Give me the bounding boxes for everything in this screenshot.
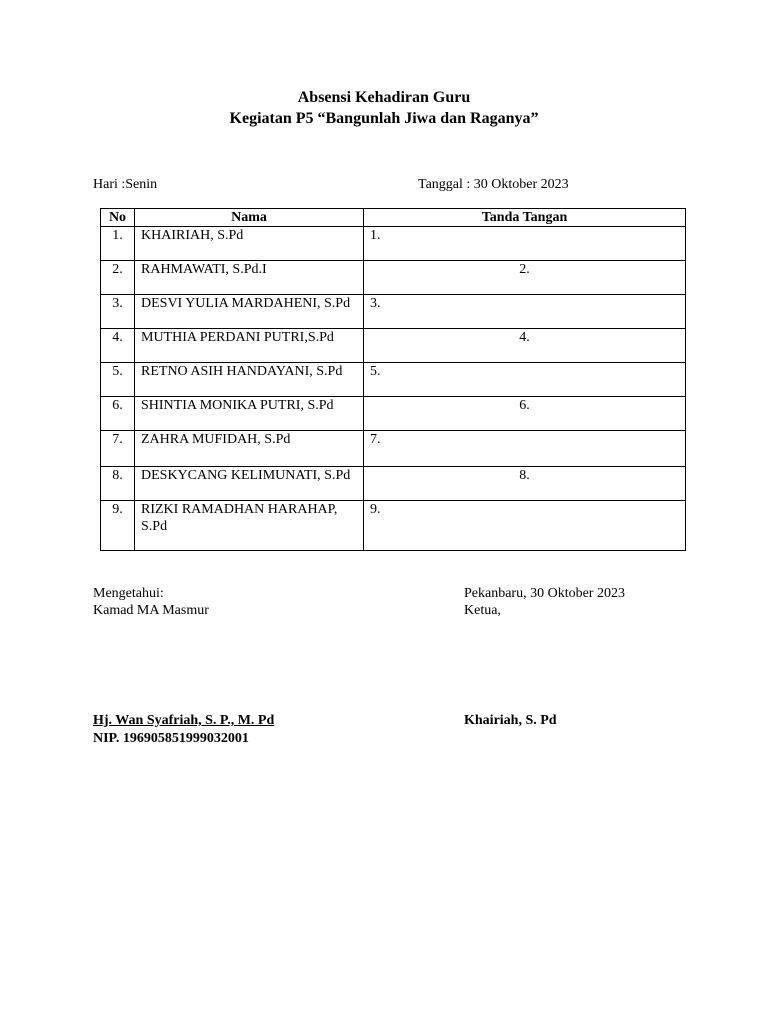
row-name: SHINTIA MONIKA PUTRI, S.Pd [135, 397, 364, 431]
row-number: 4. [101, 329, 135, 363]
row-signature: 9. [364, 501, 686, 551]
headmaster-name: Hj. Wan Syafriah, S. P., M. Pd [93, 713, 275, 728]
row-name: RIZKI RAMADHAN HARAHAP, S.Pd [135, 501, 364, 551]
row-signature: 8. [364, 467, 686, 501]
headmaster-nip: NIP. 196905851999032001 [93, 731, 249, 746]
header-signature: Tanda Tangan [364, 209, 686, 227]
row-name: MUTHIA PERDANI PUTRI,S.Pd [135, 329, 364, 363]
footer-right [464, 585, 724, 619]
chair-title: Ketua, [464, 603, 501, 618]
row-number: 9. [101, 501, 135, 551]
row-signature: 6. [364, 397, 686, 431]
table-row [101, 431, 686, 467]
row-signature: 3. [364, 295, 686, 329]
row-signature: 1. [364, 227, 686, 261]
title-line-2: Kegiatan P5 “Bangunlah Jiwa dan Raganya” [229, 110, 539, 127]
row-number: 8. [101, 467, 135, 501]
chair-name: Khairiah, S. Pd [464, 713, 557, 728]
date-label: Tanggal : 30 Oktober 2023 [418, 177, 569, 192]
table-row [101, 363, 686, 397]
place-date: Pekanbaru, 30 Oktober 2023 [464, 586, 625, 601]
footer-left [93, 585, 393, 619]
table-row [101, 397, 686, 431]
title-line-1: Absensi Kehadiran Guru [297, 89, 471, 106]
day-label: Hari :Senin [93, 177, 158, 192]
table-row [101, 467, 686, 501]
table-row [101, 227, 686, 261]
table-row [101, 501, 686, 551]
row-signature: 5. [364, 363, 686, 397]
attendance-table [100, 208, 686, 551]
row-number: 6. [101, 397, 135, 431]
row-name: RAHMAWATI, S.Pd.I [135, 261, 364, 295]
row-number: 5. [101, 363, 135, 397]
row-name: DESVI YULIA MARDAHENI, S.Pd [135, 295, 364, 329]
row-name: RETNO ASIH HANDAYANI, S.Pd [135, 363, 364, 397]
header-name: Nama [135, 209, 364, 227]
row-number: 1. [101, 227, 135, 261]
row-signature: 4. [364, 329, 686, 363]
row-signature: 7. [364, 431, 686, 467]
row-name: ZAHRA MUFIDAH, S.Pd [135, 431, 364, 467]
row-number: 7. [101, 431, 135, 467]
row-signature: 2. [364, 261, 686, 295]
table-row [101, 261, 686, 295]
row-name: KHAIRIAH, S.Pd [135, 227, 364, 261]
row-number: 3. [101, 295, 135, 329]
headmaster-title: Kamad MA Masmur [93, 603, 209, 618]
row-name: DESKYCANG KELIMUNATI, S.Pd [135, 467, 364, 501]
row-number: 2. [101, 261, 135, 295]
meta-row [93, 177, 693, 195]
table-row [101, 295, 686, 329]
header-no: No [101, 209, 135, 227]
signer-left [93, 712, 433, 748]
table-header-row [101, 209, 686, 227]
signer-right [464, 712, 664, 730]
acknowledged-label: Mengetahui: [93, 586, 164, 601]
table-row [101, 329, 686, 363]
document-title [0, 87, 768, 129]
